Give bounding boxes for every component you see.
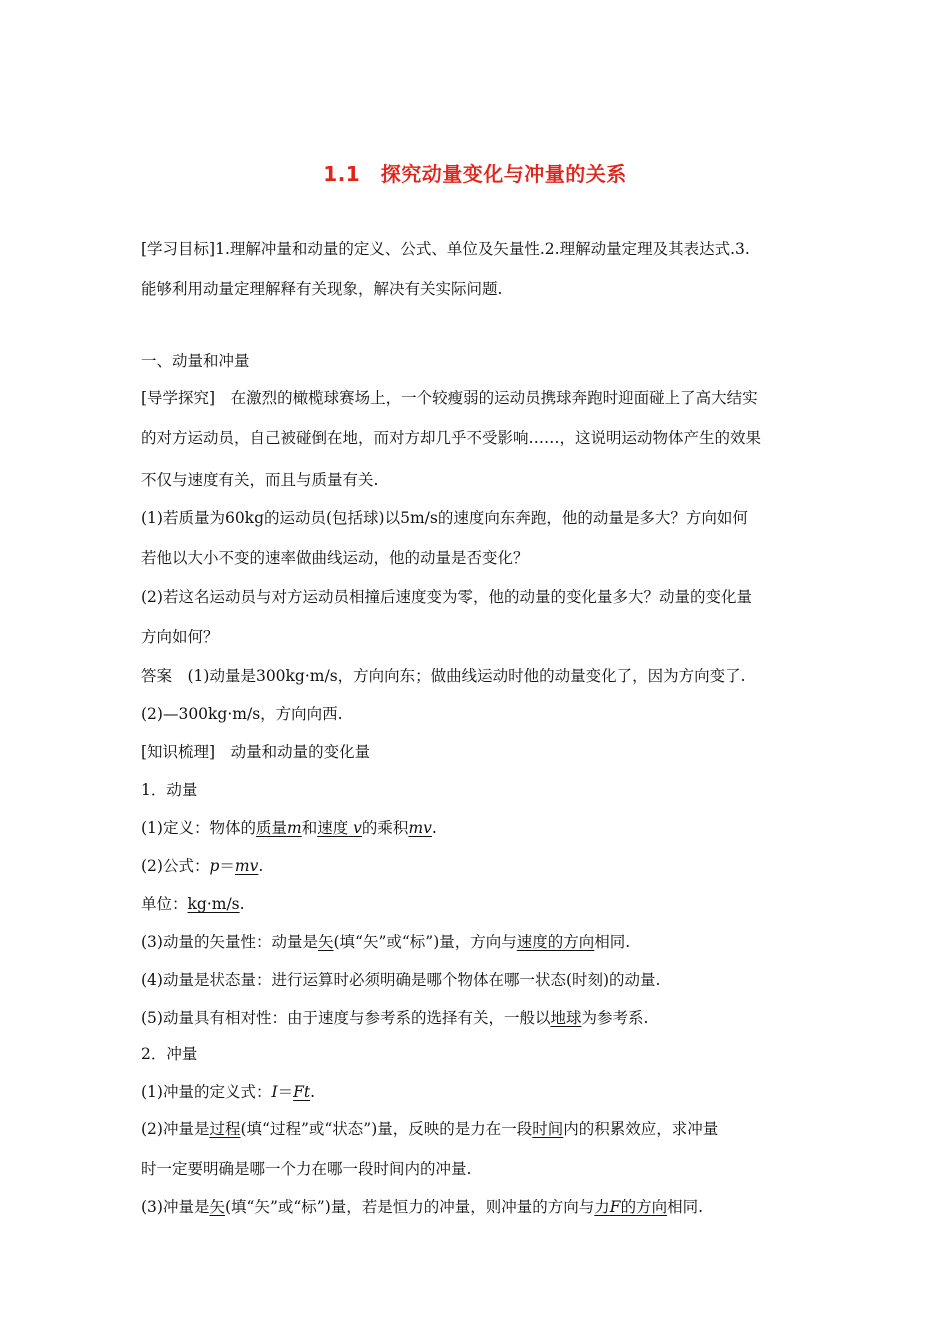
text: (填“矢”或“标”)量，若是恒力的冲量，则冲量的方向与 [224, 1198, 595, 1216]
text: (5)动量具有相对性：由于速度与参考系的选择有关，一般以 [141, 1009, 551, 1027]
fill-blank-answer: mv [234, 857, 259, 875]
learning-objectives-line-2: 能够利用动量定理解释有关现象，解决有关实际问题. [141, 280, 503, 298]
text: 质量 [255, 819, 287, 837]
momentum-heading: 1．动量 [141, 781, 198, 799]
text: ＝ [219, 857, 235, 875]
guide-paragraph-line-3: 不仅与速度有关，而且与质量有关. [141, 471, 379, 489]
guide-paragraph-line-1: [导学探究] 在激烈的橄榄球赛场上，一个较瘦弱的运动员携球奔跑时迎面碰上了高大结实 [141, 389, 758, 407]
text: (3)动量的矢量性：动量是 [141, 933, 318, 951]
text: . [239, 895, 245, 913]
text: ＝ [277, 1083, 294, 1101]
fill-blank-answer: Ft [293, 1083, 311, 1101]
fill-blank-answer [317, 819, 362, 837]
momentum-unit [141, 893, 245, 915]
text: 单位： [141, 895, 188, 913]
page-title: 1.1 探究动量变化与冲量的关系 [323, 162, 627, 186]
fill-blank-answer: kg·m/s [187, 895, 240, 913]
text: 和 [301, 819, 318, 837]
text: 速度 [317, 819, 349, 837]
question-1-line-1: (1)若质量为60kg的运动员(包括球)以5m/s的速度向东奔跑，他的动量是多大？方向如何 [141, 509, 748, 527]
impulse-definition [141, 1081, 315, 1103]
fill-blank-answer: 地球 [550, 1009, 582, 1027]
symbol: F [609, 1198, 621, 1216]
text: (2)公式： [141, 857, 210, 875]
text: 的方向 [620, 1198, 668, 1216]
question-1-line-2: 若他以大小不变的速率做曲线运动，他的动量是否变化？ [141, 549, 529, 567]
momentum-definition [141, 817, 437, 839]
question-2-line-2: 方向如何？ [141, 628, 219, 646]
impulse-vector-property [141, 1196, 703, 1218]
text: (填“过程”或“状态”)量，反映的是力在一段 [240, 1120, 533, 1138]
answer-line-2: (2)—300kg·m/s，方向向西. [141, 705, 343, 723]
text: (2)冲量是 [141, 1120, 210, 1138]
section-heading: 一、动量和冲量 [141, 352, 250, 370]
fill-blank-answer: 时间 [532, 1120, 564, 1138]
symbol: v [353, 819, 362, 837]
text: (1)定义：物体的 [141, 819, 256, 837]
fill-blank-answer: 矢 [317, 933, 334, 951]
question-2-line-1: (2)若这名运动员与对方运动员相撞后速度变为零，他的动量的变化量多大？动量的变化量 [141, 588, 752, 606]
impulse-process-line-1 [141, 1118, 718, 1140]
fill-blank-answer: 过程 [209, 1120, 241, 1138]
fill-blank-answer [256, 819, 302, 837]
momentum-state-quantity: (4)动量是状态量：进行运算时必须明确是哪个物体在哪一状态(时刻)的动量. [141, 971, 661, 989]
learning-objectives-line-1: [学习目标]1.理解冲量和动量的定义、公式、单位及矢量性.2.理解动量定理及其表达式.3. [141, 240, 750, 258]
text: . [431, 819, 437, 837]
momentum-vector-property [141, 931, 630, 953]
text: (1)冲量的定义式： [141, 1083, 272, 1101]
momentum-relativity [141, 1007, 648, 1029]
impulse-heading: 2．冲量 [141, 1045, 198, 1063]
text: 相同. [594, 933, 631, 951]
fill-blank-answer [594, 1198, 667, 1216]
text: . [258, 857, 264, 875]
text: (3)冲量是 [141, 1198, 210, 1216]
text: 力 [594, 1198, 610, 1216]
answer-line-1: 答案 (1)动量是300kg·m/s，方向向东；做曲线运动时他的动量变化了，因为方向变了. [141, 667, 746, 685]
guide-paragraph-line-2: 的对方运动员，自己被碰倒在地，而对方却几乎不受影响……，这说明运动物体产生的效果 [141, 429, 762, 447]
text: (填“矢”或“标”)量，方向与 [333, 933, 517, 951]
symbol: I [271, 1083, 278, 1101]
symbol: m [286, 819, 302, 837]
text: 相同. [667, 1198, 704, 1216]
knowledge-heading: [知识梳理] 动量和动量的变化量 [141, 743, 371, 761]
fill-blank-answer: 速度的方向 [516, 933, 595, 951]
text: 为参考系. [581, 1009, 649, 1027]
symbol: p [209, 857, 220, 875]
fill-blank-answer: mv [408, 819, 432, 837]
momentum-formula [141, 855, 263, 877]
fill-blank-answer: 矢 [209, 1198, 225, 1216]
text: . [310, 1083, 316, 1101]
impulse-process-line-2: 时一定要明确是哪一个力在哪一段时间内的冲量. [141, 1160, 472, 1178]
text: 的乘积 [361, 819, 409, 837]
text: 内的积累效应，求冲量 [563, 1120, 719, 1138]
